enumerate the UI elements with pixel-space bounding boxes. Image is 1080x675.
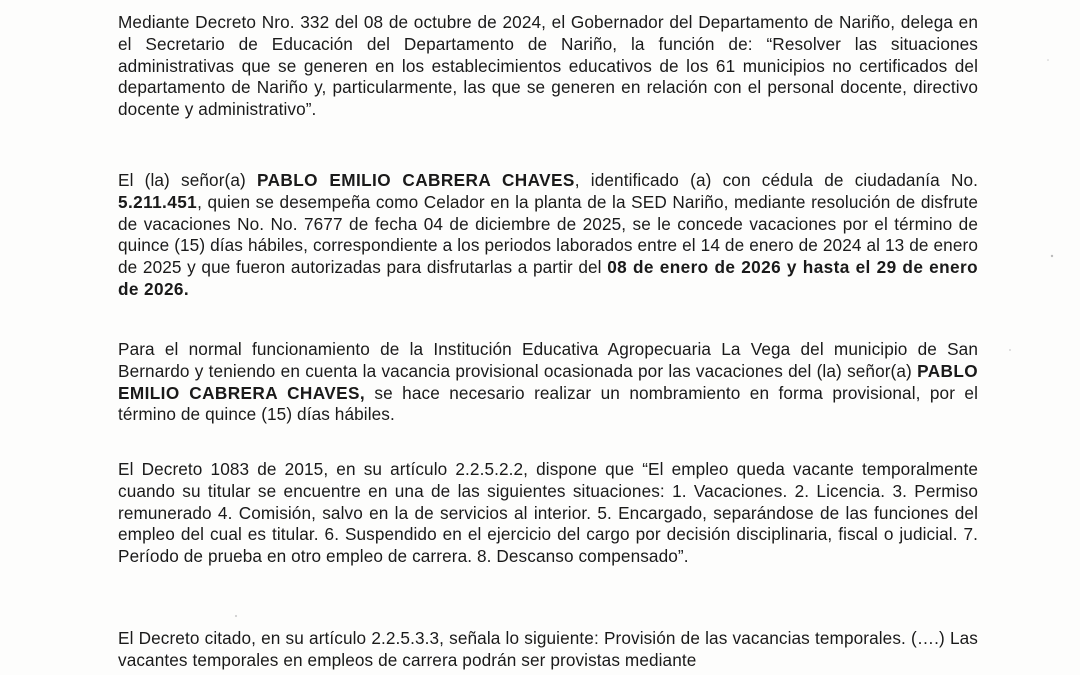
paragraph-decreto-citado: El Decreto citado, en su artículo 2.2.5.3.3, señala lo siguiente: Provisión de las vacancias temporales. (….) Las vacantes temporales en empleos de carrera podrán ser provistas mediante [118,628,978,670]
paragraph-nombramiento-text-1: Para el normal funcionamiento de la Institución Educativa Agropecuaria La Vega del municipio de San Bernardo y teniendo en cuenta la vacancia provisional ocasionada por las vacaciones del (la) señor(a) [118,339,978,381]
vacation-dates: 08 de enero de 2026 y hasta el 29 de enero de 2026. [118,257,978,299]
paragraph-nombramiento [118,339,978,426]
paragraph-vacaciones [118,170,978,301]
paragraph-decreto-332: Mediante Decreto Nro. 332 del 08 de octubre de 2024, el Gobernador del Departamento de Nariño, delega en el Secretario de Educación del Departamento de Nariño, la función de: “Resolver las situaciones administrativas que se generen en los establecimientos educativos de los 61 municipios no certificados del departamento de Nariño y, particularmente, las que se generen en relación con el personal docente, directivo docente y administrativo”. [118,12,978,120]
employee-name: PABLO EMILIO CABRERA CHAVES [257,170,575,190]
paragraph-vacaciones-text-1: El (la) señor(a) [118,170,258,190]
paragraph-vacaciones-text-3: , quien se desempeña como Celador en la planta de la SED Nariño, mediante resolución de disfrute de vacaciones No. No. 7677 de fecha 04 de diciembre de 2025, se le concede vacaciones por el término de quince (15) días hábiles, correspondiente a los periodos laborados entre el 14 de enero de 2024 al 13 de enero de 2025 y que fueron autorizadas para disfrutarlas a partir del [118,191,978,278]
paragraph-nombramiento-text-2: se hace necesario realizar un nombramiento en forma provisional, por el término de quince (15) días hábiles. [118,382,978,425]
paragraph-vacaciones-text-2: , identificado (a) con cédula de ciudadanía No. [574,170,979,190]
paragraph-decreto-1083: El Decreto 1083 de 2015, en su artículo 2.2.5.2.2, dispone que “El empleo queda vacante temporalmente cuando su titular se encuentre en una de las siguientes situaciones: 1. Vacaciones. 2. Licencia. 3. Permiso remunerado 4. Comisión, salvo en la de servicios al interior. 5. Encargado, separándose de las funciones del empleo del cual es titular. 6. Suspendido en el ejercicio del cargo por decisión disciplinaria, fiscal o judicial. 7. Período de prueba en otro empleo de carrera. 8. Descanso compensado”. [118,459,978,567]
cedula-number: 5.211.451 [118,191,198,212]
employee-name-2: PABLO EMILIO CABRERA CHAVES, [118,360,978,403]
